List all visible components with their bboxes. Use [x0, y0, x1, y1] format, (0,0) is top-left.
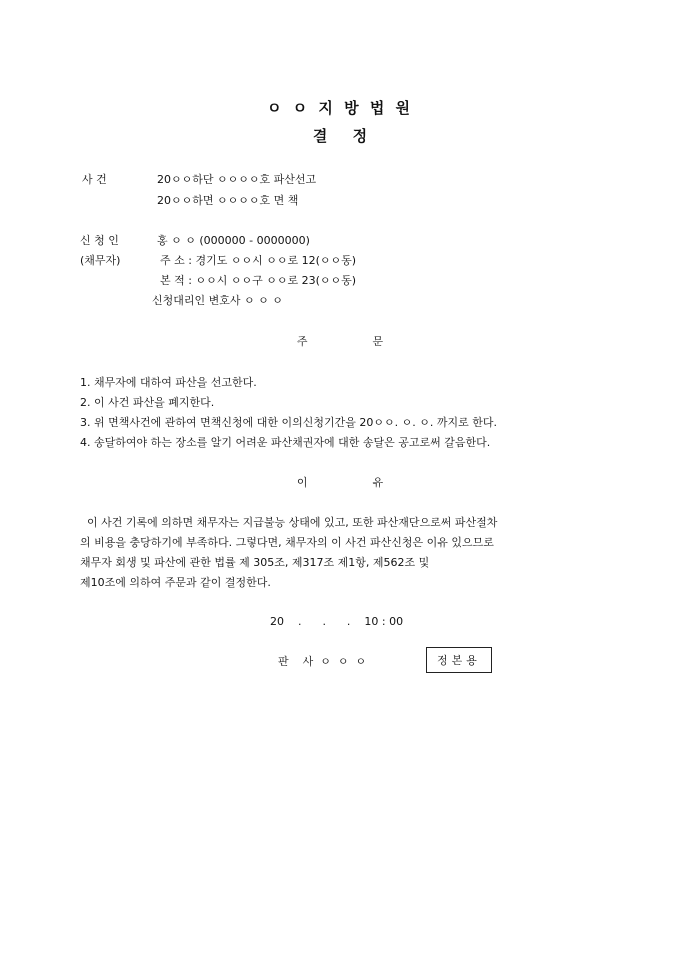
applicant-registered-address: 본 적 : ㅇㅇ시 ㅇㅇ구 ㅇㅇ로 23(ㅇㅇ동)	[160, 274, 357, 287]
title-char-1: 결	[312, 127, 328, 145]
case-label: 사 건	[82, 173, 107, 186]
order-heading-char-1: 주	[296, 335, 308, 348]
reason-heading-char-2: 유	[372, 476, 384, 489]
judge-name: 판 사 ㅇ ㅇ ㅇ	[278, 655, 367, 668]
case-number-discharge: 20ㅇㅇ하면 ㅇㅇㅇㅇ호 면 책	[157, 194, 299, 207]
reason-line-2: 의 비용을 충당하기에 부족하다. 그렇다면, 채무자의 이 사건 파산신청은 이유 있으므로	[80, 536, 494, 549]
case-number-bankruptcy: 20ㅇㅇ하단 ㅇㅇㅇㅇ호 파산선고	[157, 173, 317, 186]
order-item-2: 2. 이 사건 파산을 폐지한다.	[80, 396, 215, 409]
reason-line-3: 채무자 회생 및 파산에 관한 법률 제 305조, 제317조 제1항, 제562조 및	[80, 556, 430, 569]
applicant-address: 주 소 : 경기도 ㅇㅇ시 ㅇㅇ로 12(ㅇㅇ동)	[160, 254, 357, 267]
title-char-2: 정	[352, 127, 368, 145]
order-item-4: 4. 송달하여야 하는 장소를 알기 어려운 파산채권자에 대한 송달은 공고로써 갈음한다.	[80, 436, 491, 449]
reason-heading	[0, 474, 680, 490]
applicant-label-debtor: (채무자)	[80, 254, 121, 267]
reason-line-4: 제10조에 의하여 주문과 같이 결정한다.	[80, 576, 271, 589]
document-title	[0, 125, 680, 146]
order-item-1: 1. 채무자에 대하여 파산을 선고한다.	[80, 376, 257, 389]
order-heading	[0, 333, 680, 349]
applicant-label: 신 청 인	[80, 234, 119, 247]
reason-line-1: 이 사건 기록에 의하면 채무자는 지급불능 상태에 있고, 또한 파산재단으로써 파산절차	[80, 516, 498, 529]
order-heading-char-2: 문	[372, 335, 384, 348]
reason-heading-char-1: 이	[296, 476, 308, 489]
certified-copy-stamp: 정본용	[426, 647, 492, 673]
decision-date: 20 . . . 10 : 00	[270, 615, 404, 628]
applicant-attorney: 신청대리인 변호사 ㅇ ㅇ ㅇ	[152, 294, 283, 307]
court-name: ㅇ ㅇ 지 방 법 원	[266, 99, 414, 117]
order-item-3: 3. 위 면책사건에 관하여 면책신청에 대한 이의신청기간을 20ㅇㅇ. ㅇ. ㅇ. 까지로 한다.	[80, 416, 497, 429]
applicant-name: 홍 ㅇ ㅇ (000000 - 0000000)	[157, 234, 310, 247]
